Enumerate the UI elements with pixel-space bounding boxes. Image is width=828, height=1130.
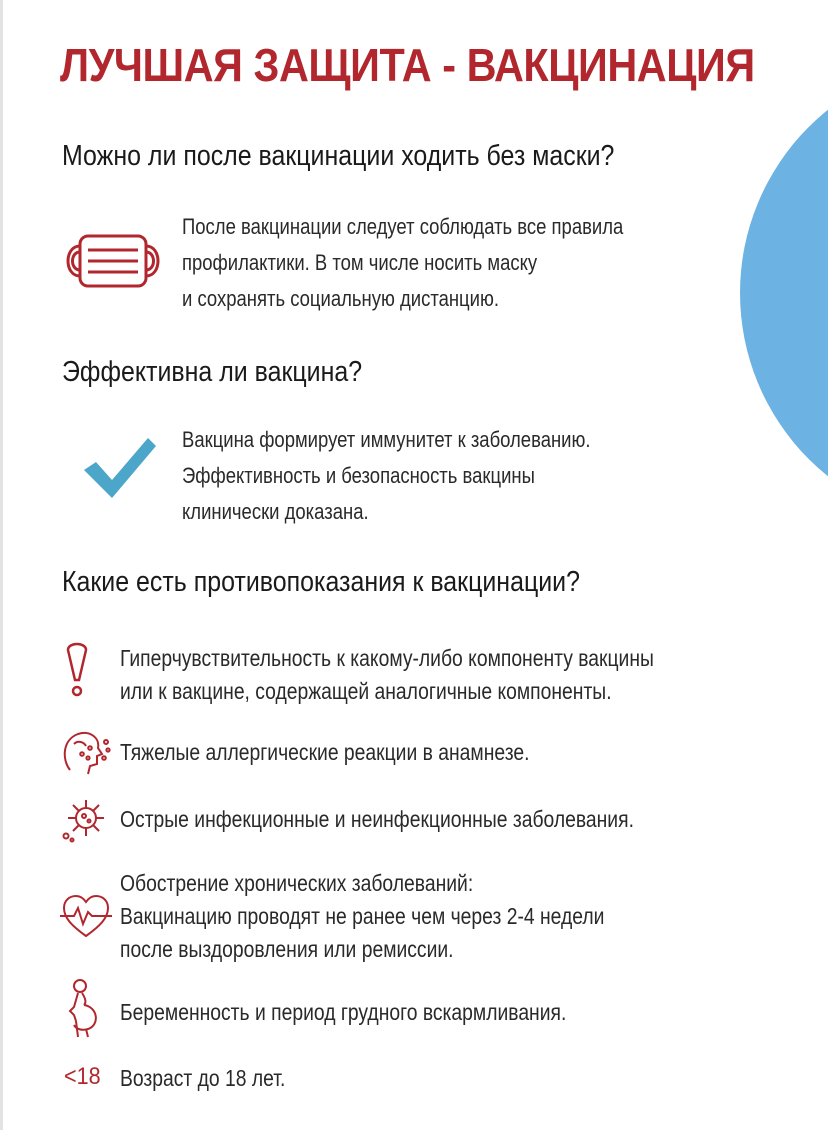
answer-line: клинически доказана.	[182, 499, 369, 524]
answer-line: После вакцинации следует соблюдать все правила	[182, 214, 624, 239]
page-title: ЛУЧШАЯ ЗАЩИТА - ВАКЦИНАЦИЯ	[60, 39, 755, 91]
answer-effective	[182, 422, 591, 530]
pregnancy-icon	[64, 977, 104, 1046]
contra-line: Острые инфекционные и неинфекционные заболевания.	[120, 806, 634, 832]
answer-line: Эффективность и безопасность вакцины	[182, 463, 535, 488]
contra-item	[120, 996, 566, 1029]
contra-item	[120, 642, 654, 708]
question-effective: Эффективна ли вакцина?	[62, 356, 363, 388]
contra-line: Беременность и период грудного вскармливания.	[120, 999, 567, 1025]
exclamation-icon	[64, 640, 90, 705]
checkmark-icon	[82, 436, 158, 507]
contra-line: Возраст до 18 лет.	[120, 1065, 286, 1091]
question-mask: Можно ли после вакцинации ходить без маски?	[62, 140, 615, 172]
face-mask-icon	[60, 232, 166, 295]
contra-line: Обострение хронических заболеваний:	[120, 870, 474, 896]
contra-line: или к вакцине, содержащей аналогичные компоненты.	[120, 678, 612, 704]
answer-line: Вакцина формирует иммунитет к заболеванию.	[182, 427, 591, 452]
contra-item	[120, 1062, 285, 1095]
answer-mask	[182, 209, 623, 317]
contra-line: после выздоровления или ремиссии.	[120, 936, 454, 962]
page-edge	[0, 0, 3, 1130]
contra-line: Вакцинацию проводят не ранее чем через 2-4 недели	[120, 903, 605, 929]
allergy-face-icon	[60, 728, 112, 783]
contra-item	[120, 867, 604, 966]
decorative-circle	[740, 58, 828, 528]
contra-item	[120, 736, 529, 769]
age-label: <18	[64, 1063, 101, 1090]
answer-line: и сохранять социальную дистанцию.	[182, 286, 499, 311]
virus-icon	[60, 796, 108, 849]
question-contraindications: Какие есть противопоказания к вакцинации?	[62, 566, 580, 598]
heart-pulse-icon	[58, 892, 114, 945]
answer-line: профилактики. В том числе носить маску	[182, 250, 538, 275]
contra-item	[120, 803, 634, 836]
contra-line: Тяжелые аллергические реакции в анамнезе.	[120, 739, 530, 765]
contra-line: Гиперчувствительность к какому-либо компоненту вакцины	[120, 645, 654, 671]
